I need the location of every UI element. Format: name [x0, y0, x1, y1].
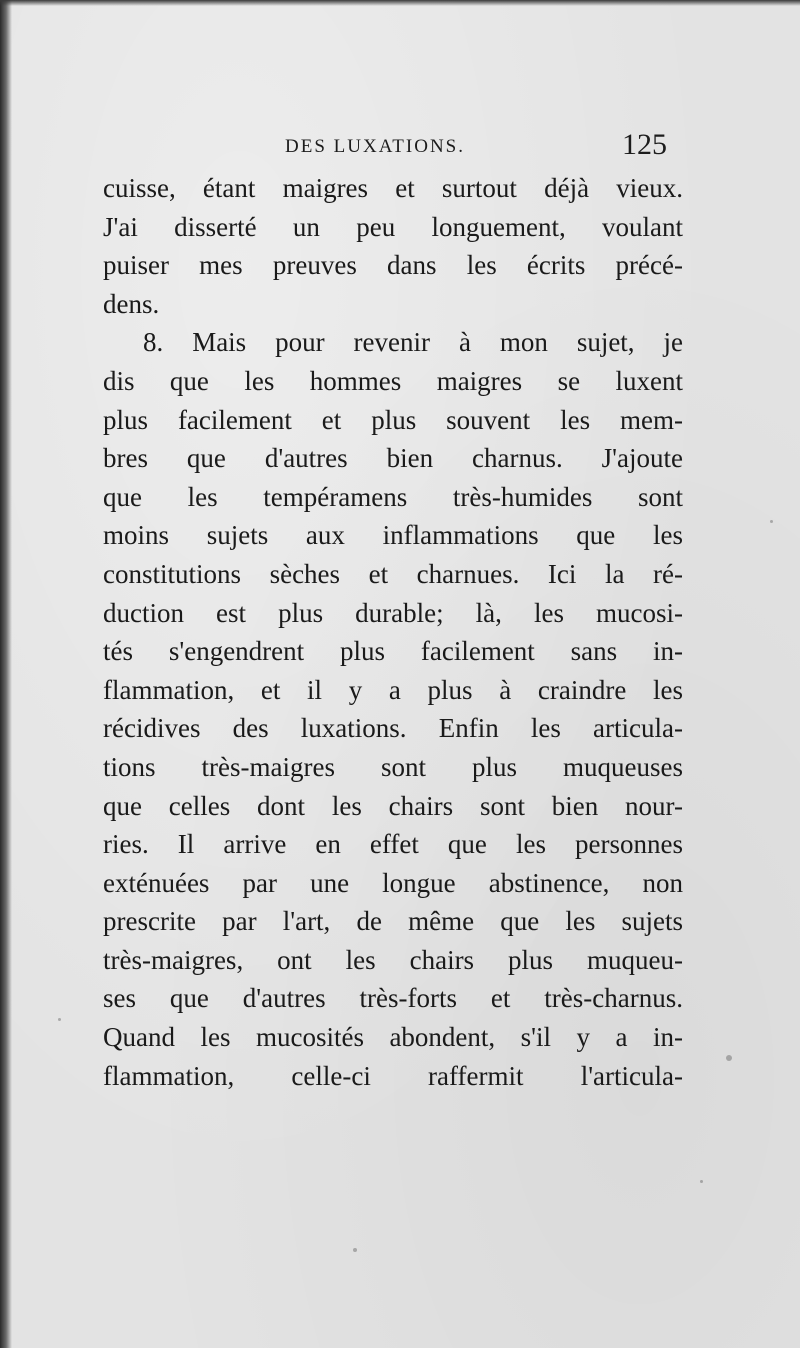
paper-speck — [700, 1180, 703, 1183]
text-line: flammation, et il y a plus à craindre les — [103, 674, 683, 705]
text-line: ses que d'autres très-forts et très-charnus. — [103, 983, 683, 1014]
body-text — [103, 169, 683, 1095]
text-line: duction est plus durable; là, les mucosi- — [103, 597, 683, 628]
text-line: tions très-maigres sont plus muqueuses — [103, 751, 683, 782]
text-line: que les tempéramens très-humides sont — [103, 481, 683, 512]
text-line: ries. Il arrive en effet que les personnes — [103, 829, 683, 860]
text-line: dis que les hommes maigres se luxent — [103, 365, 683, 396]
paper-speck — [58, 1018, 61, 1021]
page-binding-edge — [0, 0, 12, 1348]
paper-speck — [726, 1055, 732, 1061]
text-line: flammation, celle-ci raffermit l'articula- — [103, 1060, 683, 1091]
page-number: 125 — [622, 128, 667, 161]
text-line: que celles dont les chairs sont bien nour- — [103, 790, 683, 821]
text-line: prescrite par l'art, de même que les sujets — [103, 906, 683, 937]
text-line: exténuées par une longue abstinence, non — [103, 867, 683, 898]
text-line: moins sujets aux inflammations que les — [103, 520, 683, 551]
text-line: J'ai disserté un peu longuement, voulant — [103, 211, 683, 242]
text-line: Quand les mucosités abondent, s'il y a in- — [103, 1022, 683, 1053]
text-line: tés s'engendrent plus facilement sans in- — [103, 636, 683, 667]
text-line: plus facilement et plus souvent les mem- — [103, 404, 683, 435]
running-head: DES LUXATIONS. — [285, 136, 465, 157]
paper-speck — [770, 520, 773, 523]
paper-speck — [353, 1248, 357, 1252]
text-line: cuisse, étant maigres et surtout déjà vieux. — [103, 173, 683, 203]
text-line: bres que d'autres bien charnus. J'ajoute — [103, 443, 683, 474]
paragraph-start-line: 8. Mais pour revenir à mon sujet, je — [143, 327, 683, 358]
text-line: puiser mes preuves dans les écrits précé- — [103, 250, 683, 281]
page-top-edge — [0, 0, 800, 6]
paragraph-end-line: dens. — [103, 288, 160, 319]
text-line: très-maigres, ont les chairs plus muqueu- — [103, 944, 683, 975]
text-line: constitutions sèches et charnues. Ici la ré- — [103, 558, 683, 589]
text-line: récidives des luxations. Enfin les articula- — [103, 713, 683, 744]
